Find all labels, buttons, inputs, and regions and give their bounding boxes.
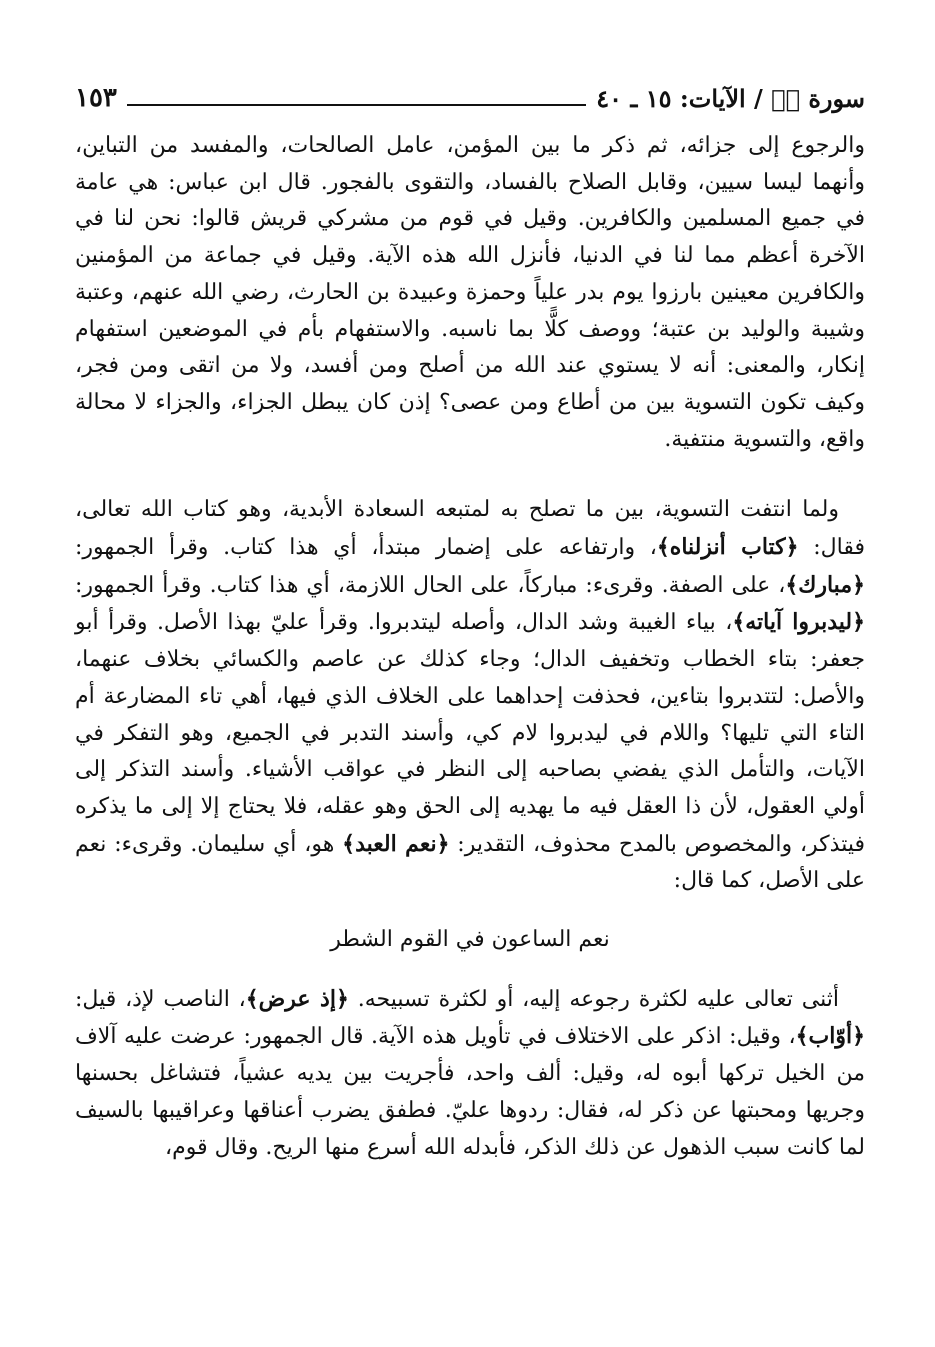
- page-body: [75, 128, 865, 1166]
- page-header: [75, 78, 865, 118]
- text-run: ولما انتفت التسوية، بين ما تصلح به لمتبعه السعادة الأبدية، وهو كتاب الله تعالى، فقال:: [75, 497, 865, 561]
- text-run: والرجوع إلى جزائه، ثم ذكر ما بين المؤمن، عامل الصالحات، والمفسد من التباين، وأنهما ليسا سيين، وقابل الصلاح بالفساد، والتقوى بالفجور. قال ابن عباس: هي عامة في جميع المسلمين والكافرين. وقيل في قوم من مشركي قريش قالوا: نحن لنا في الآخرة أعظم مما لنا في الدنيا، فأنزل الله هذه الآية. وقيل في جماعة من المؤمنين والكافرين معينين بارزوا يوم بدر علياً وحمزة وعبيدة بن الحارث، رضي الله عنهم، وعتبة وشيبة والوليد بن عتبة؛ ووصف كلًّا بما ناسبه. والاستفهام بأم في الموضعين استفهام إنكار، والمعنى: أنه لا يستوي عند الله من أصلح ومن أفسد، ولا من اتقى ومن فجر، وكيف تكون التسوية بين من أطاع ومن عصى؟ إذن كان يبطل الجزاء، والجزاء لا محالة واقع، والتسوية منتفية.: [75, 133, 865, 452]
- paragraph-gap: [75, 458, 865, 492]
- quran-quote: ﴿كتاب أنزلناه﴾: [656, 534, 799, 561]
- text-run: ، وقيل: اذكر على الاختلاف في تأويل هذه الآية. قال الجمهور: عرضت عليه آلاف من الخيل تركها أبوه له، وقيل: ألف واحد، فأجريت بين يديه عشياً، فتشاغل بحسنها وجريها ومحبتها عن ذكر له، فقال: ردوها عليّ. فطفق يضرب أعناقها وعراقيبها بالسيف لما كانت سبب الذهول عن ذلك الذكر، فأبدله الله أسرع منها الريح. وقال قوم،: [75, 1024, 865, 1160]
- page-number: ١٥٣: [75, 83, 117, 113]
- paragraph-2: [75, 492, 865, 900]
- paragraph-1: [75, 128, 865, 458]
- text-run: ، بياء الغيبة وشد الدال، وأصله ليتدبروا. وقرأ عليّ بهذا الأصل. وقرأ أبو جعفر: بتاء الخطاب وتخفيف الدال؛ وجاء كذلك عن عاصم والكسائي بخلاف عنهما، والأصل: لتتدبروا بتاءين، فحذفت إحداهما على الخلاف الذي فيها، أهي تاء المضارعة أم التاء التي تليها؟ واللام في ليدبروا لام كي، وأسند التدبر في الجميع، وهو التفكر في الآيات، والتأمل الذي يفضي بصاحبه إلى النظر في عواقب الأشياء. وأسند التذكر إلى أولي العقول، لأن ذا العقل فيه ما يهديه إلى الحق وهو عقله، فلا يحتاج إلا إلى ما يذكره فيتذكر، والمخصوص بالمدح محذوف، التقدير:: [75, 610, 865, 857]
- quran-quote: ﴿مبارك﴾: [785, 571, 865, 598]
- quran-quote: ﴿نعم العبد﴾: [342, 830, 450, 857]
- verse-gap: [75, 900, 865, 922]
- poetry-verse: نعم الساعون في القوم الشطر: [330, 927, 610, 953]
- text-run: ، وارتفاعه على إضمار مبتدأ، أي هذا كتاب. وقرأ الجمهور:: [75, 535, 657, 561]
- quran-quote: ﴿أوّاب﴾: [795, 1023, 865, 1050]
- text-run: ، على الصفة. وقرىء: مباركاً، على الحال اللازمة، أي هذا كتاب. وقرأ الجمهور:: [75, 572, 786, 598]
- text-run: ، الناصب لإذ، قيل:: [75, 986, 246, 1012]
- header-rule: [127, 104, 586, 106]
- text-run: هو، أي سليمان. وقرىء: نعم على الأصل، كما قال:: [75, 831, 865, 894]
- text-run: أثنى تعالى عليه لكثرة رجوعه إليه، أو لكثرة تسبيحه.: [348, 986, 839, 1012]
- running-title: سورة صۤ / الآيات: ١٥ ـ ٤٠: [596, 83, 865, 113]
- quran-quote: ﴿إذ عرض﴾: [245, 985, 349, 1012]
- verse-gap: [75, 959, 865, 981]
- paragraph-3: [75, 981, 865, 1167]
- quran-quote: ﴿ليدبروا آياته﴾: [732, 609, 865, 636]
